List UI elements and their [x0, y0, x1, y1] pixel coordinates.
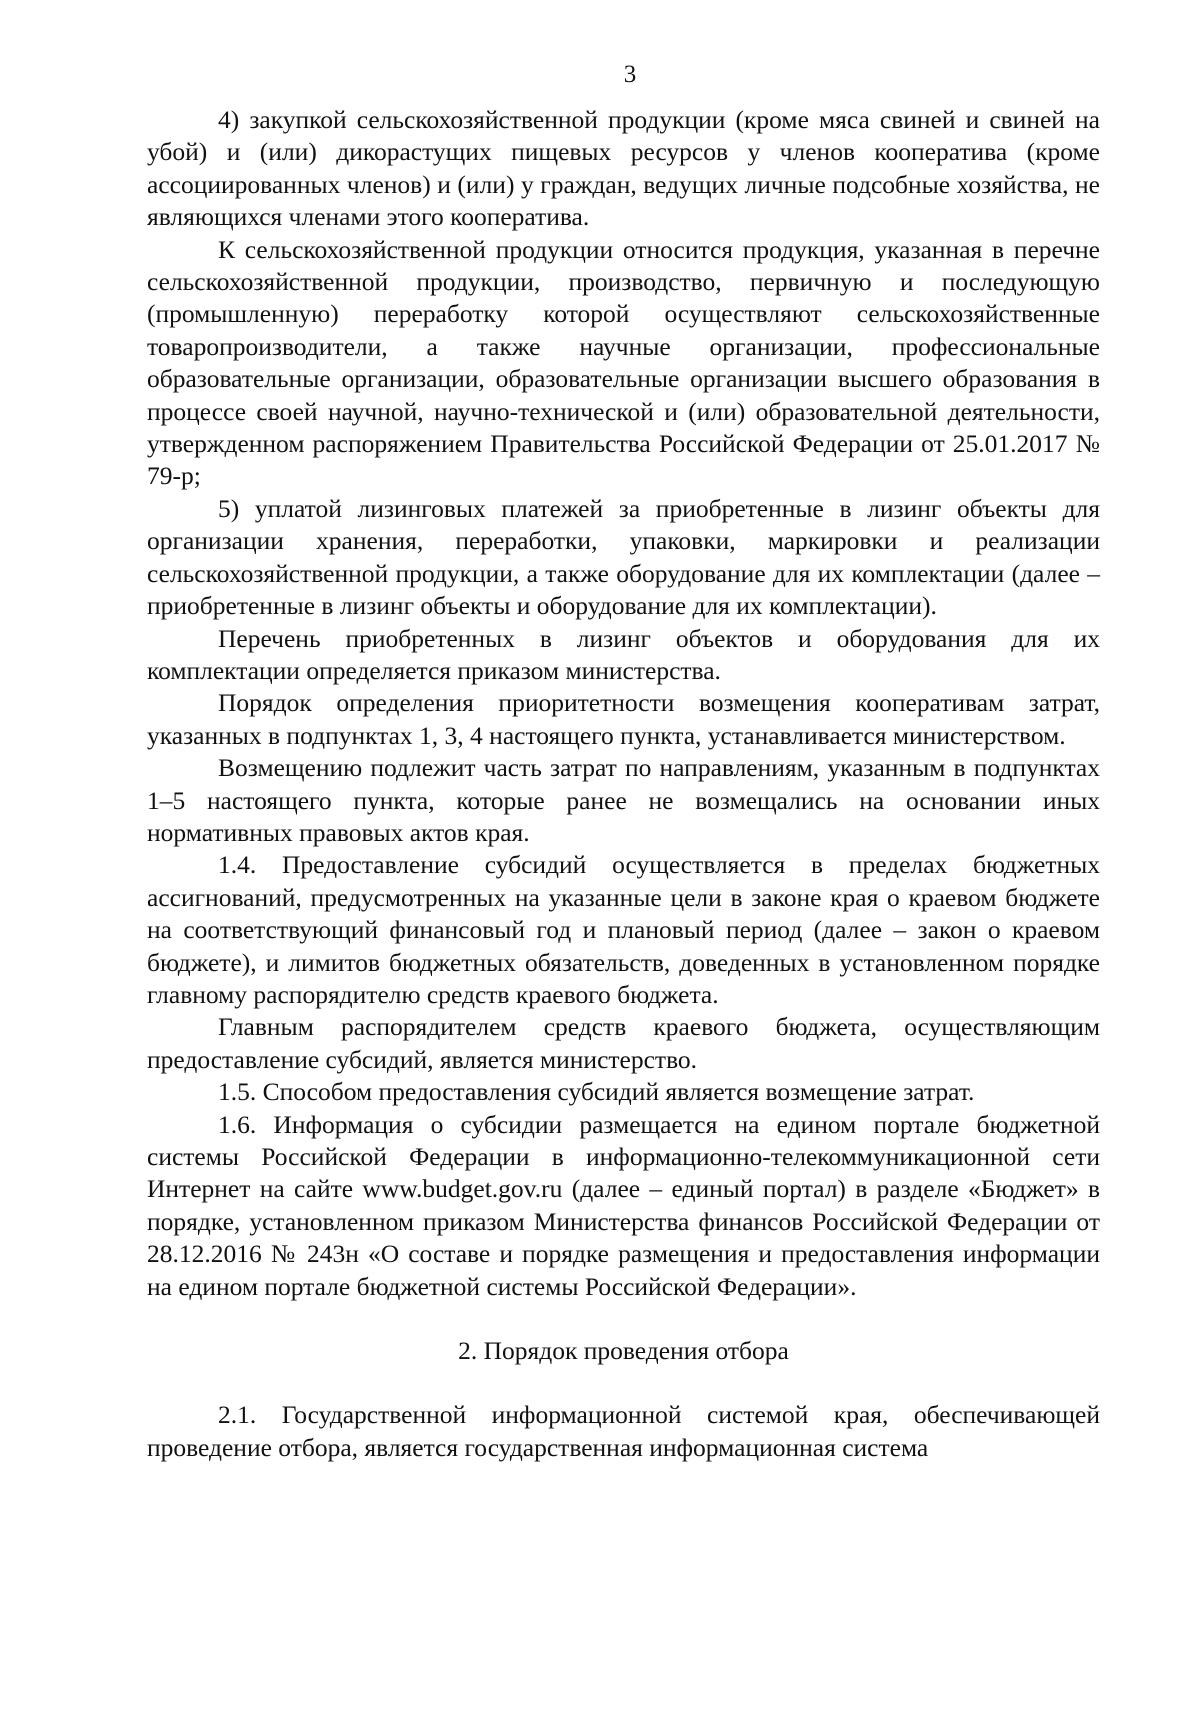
paragraph-reimbursement: Возмещению подлежит часть затрат по направлениям, указанным в подпунктах 1–5 настоящего пункта, которые ранее не возмещались на основании иных нормативных правовых актов края.	[147, 753, 1100, 847]
paragraph-1-4: 1.4. Предоставление субсидий осуществляется в пределах бюджетных ассигнований, предусмотренных на указанные цели в законе края о краевом бюджете на соответствующий финансовый год и плановый период (далее – закон о краевом бюджете), и лимитов бюджетных обязательств, доведенных в установленном порядке главному распорядителю средств краевого бюджета.	[147, 850, 1100, 1009]
paragraph-item-5: 5) уплатой лизинговых платежей за приобретенные в лизинг объекты для организации хранения, переработки, упаковки, маркировки и реализации сельскохозяйственной продукции, а также оборудование для их комплектации (далее – приобретенные в лизинг объекты и оборудование для их комплектации).	[147, 493, 1100, 621]
paragraph-1-6: 1.6. Информация о субсидии размещается на едином портале бюджетной системы Российской Федерации в информационно-телекоммуникационной сети Интернет на сайте www.budget.gov.ru (далее – единый портал) в разделе «Бюджет» в порядке, установленном приказом Министерства финансов Российской Федерации от 28.12.2016 № 243н «О составе и порядке размещения и предоставления информации на едином портале бюджетной системы Российской Федерации».	[147, 1109, 1100, 1301]
section-heading: 2. Порядок проведения отбора	[458, 1336, 789, 1366]
paragraph-1-5: 1.5. Способом предоставления субсидий является возмещение затрат.	[218, 1077, 975, 1107]
paragraph-main-administrator: Главным распорядителем средств краевого бюджета, осуществляющим предоставление субсидий, является министерство.	[147, 1012, 1100, 1074]
paragraph-2-1: 2.1. Государственной информационной системой края, обеспечивающей проведение отбора, является государственная информационная система	[147, 1400, 1100, 1462]
document-body	[147, 104, 1100, 1464]
page-number: 3	[623, 61, 637, 88]
paragraph-item-4: 4) закупкой сельскохозяйственной продукции (кроме мяса свиней и свиней на убой) и (или) дикорастущих пищевых ресурсов у членов кооператива (кроме ассоциированных членов) и (или) у граждан, ведущих личные подсобные хозяйства, не являющихся членами этого кооператива.	[147, 105, 1100, 232]
paragraph-agri-products-definition: К сельскохозяйственной продукции относится продукция, указанная в перечне сельскохозяйственной продукции, производство, первичную и последующую (промышленную) переработку которой осуществляют сельскохозяйственные товаропроизводители, а также научные организации, профессиональные образовательные организации, образовательные организации высшего образования в процессе своей научной, научно-технической и (или) образовательной деятельности, утвержденном распоряжением Правительства Российской Федерации от 25.01.2017 № 79-р;	[147, 234, 1100, 491]
paragraph-priority-order: Порядок определения приоритетности возмещения кооперативам затрат, указанных в подпунктах 1, 3, 4 настоящего пункта, устанавливается министерством.	[147, 688, 1100, 750]
paragraph-leasing-list: Перечень приобретенных в лизинг объектов и оборудования для их комплектации определяется приказом министерства.	[147, 623, 1100, 685]
